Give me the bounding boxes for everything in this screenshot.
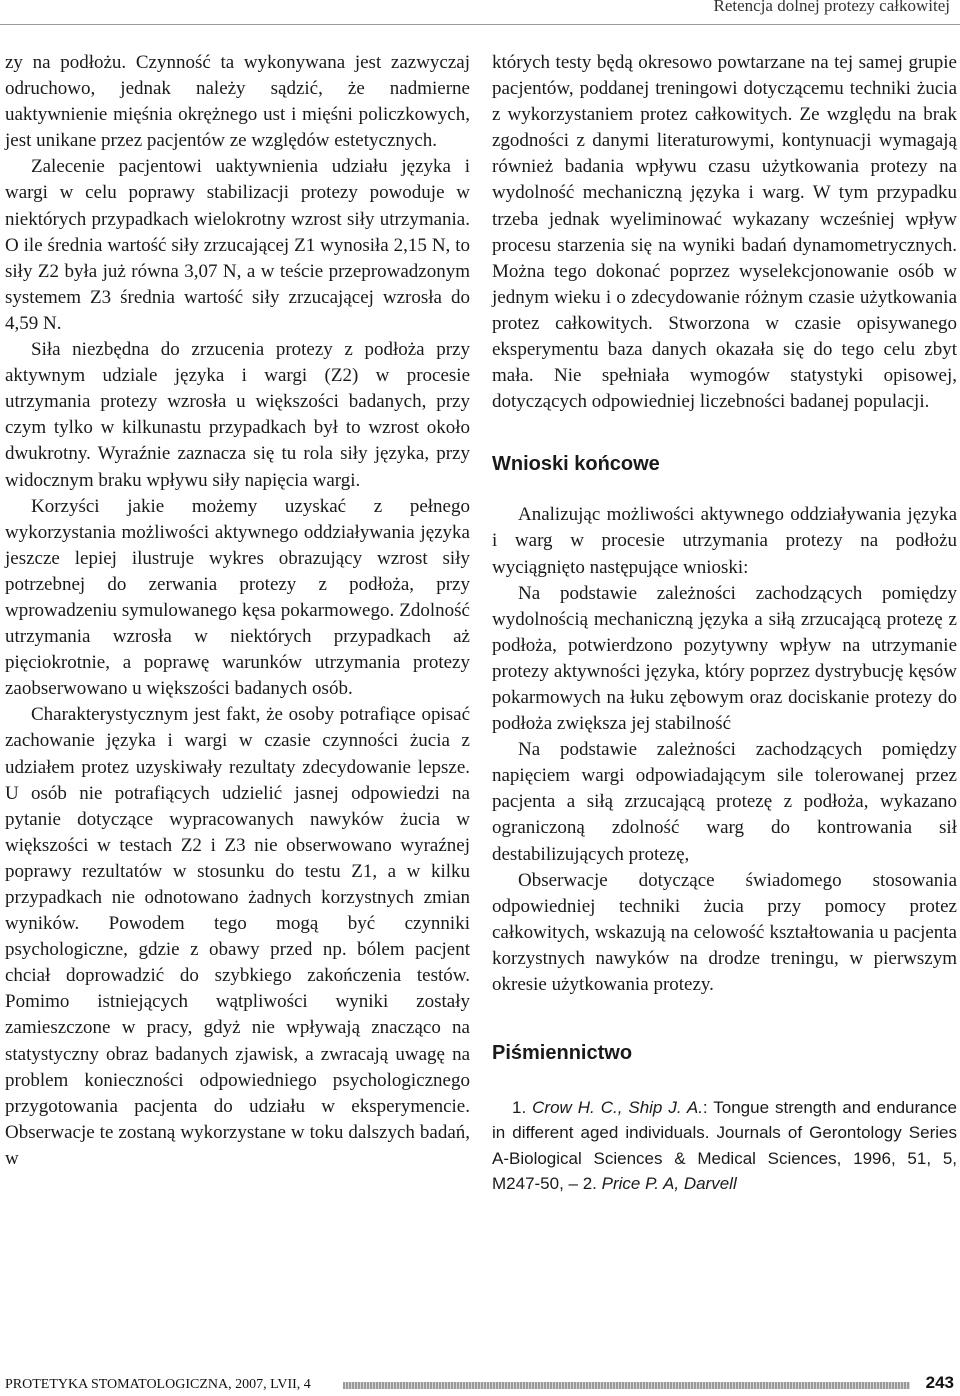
reference-authors: Crow H. C., Ship J. A. [532,1098,703,1118]
left-column [5,50,470,1172]
conclusion-paragraph: Obserwacje dotyczące świadomego stosowania odpowiedniej techniki żucia przy pomocy protez całkowitych, wskazują na celowość kształtowania u pacjenta korzystnych nawyków na drodze treningu, w pierwszym okresie użytkowania protezy. [492,869,957,995]
body-paragraph: Siła niezbędna do zrzucenia protezy z podłoża przy aktywnym udziale języka i wargi (Z2) w procesie utrzymania protezy wzrosła u większości badanych, przy czym tylko w kilkunastu przypadkach był to wzrost około dwukrotny. Wyraźnie zaznacza się tu rola siły języka, przy widocznym braku wpływu siły napięcia wargi. [5,339,470,491]
right-column [492,50,957,1196]
body-paragraph: zy na podłożu. Czynność ta wykonywana jest zazwyczaj odruchowo, jednak należy sądzić, że nadmierne uaktywnienie mięśnia okrężnego ust i mięśni policzkowych, jest unikane przez pacjentów ze względów estetycznych. [5,52,470,152]
body-paragraph: Charakterystycznym jest fakt, że osoby potrafiące opisać zachowanie języka i wargi w czasie czynności żucia z udziałem protez uzyskiwały rezultaty zdecydowanie lepsze. U osób nie potrafiących udzielić jasnej odpowiedzi na pytanie dotyczące wypracowanych nawyków żucia w większości w testach Z2 i Z3 nie obserwowano wyraźnej poprawy rezultatów w stosunku do testu Z1, a w kilku przypadkach nie odnotowano żadnych korzystnych zmian wyników. Powodem tego mogą być czynniki psychologiczne, gdzie z obawy przed np. bólem pacjent chciał doprowadzić do szybkiego zakończenia testów. Pomimo istniejących wątpliwości wyniki zostały zamieszczone w pracy, gdyż nie wpływają znacząco na statystyczny obraz badanych zjawisk, a zwracają uwagę na problem konieczności odpowiedniego psychologicznego przygotowania pacjenta do udziału w eksperymencie. Obserwacje te zostaną wykorzystane w toku dalszych badań, w [5,704,470,1169]
body-paragraph: Korzyści jakie możemy uzyskać z pełnego wykorzystania możliwości aktywnego oddziaływania języka jeszcze lepiej ilustruje wykres obrazujący wzrost siły potrzebnej do zerwania protezy z podłoża, przy wprowadzeniu symulowanego kęsa pokarmowego. Zdolność utrzymania wzrosła w niektórych przypadkach aż pięciokrotnie, a poprawę warunków utrzymania protezy zaobserwowano u większości badanych osób. [5,495,470,700]
reference-number: 1. [512,1098,527,1118]
references-list [492,1095,957,1196]
page-footer [0,1372,960,1394]
conclusion-paragraph: Analizując możliwości aktywnego oddziaływania języka i warg w procesie utrzymania protezy na podłożu wyciągnięto następujące wnioski: [492,504,957,578]
reference-text: : Tongue strength and endurance in different aged individuals. Journals of Gerontology Series A-Biological Sciences & Medical Sciences, 1996, 51, 5, M247-50, – 2. [492,1098,958,1193]
reference-authors: Price P. A, Darvell [601,1173,737,1193]
running-head: Retencja dolnej protezy całkowitej [713,0,950,15]
references-heading: Piśmiennictwo [492,1042,633,1065]
reference-item [492,1095,957,1196]
body-paragraph: których testy będą okresowo powtarzane na tej samej grupie pacjentów, poddanej treningowi dotyczącemu techniki żucia z wykorzystaniem protez całkowitych. Ze względu na brak zgodności z danymi literaturowymi, kontynuacji wymagają również badania wpływu czasu użytkowania protezy na wydolność mechaniczną języka i warg. W tym przypadku trzeba jednak wyeliminować wykazany wcześniej wpływ procesu starzenia się na wyniki badań dynamometrycznych. Można tego dokonać poprzez wyselekcjonowanie osób w jednym wieku i o zdecydowanie różnym czasie użytkowania protez całkowitych. Stworzona w czasie opisywanego eksperymentu baza danych okazała się do tego celu zbyt mała. Nie spełniała wymogów statystyki opisowej, dotyczących odpowiedniej liczebności badanej populacji. [492,52,957,413]
journal-name: PROTETYKA STOMATOLOGICZNA, 2007, LVII, 4 [5,1377,311,1392]
header-rule [0,24,960,25]
conclusion-paragraph: Na podstawie zależności zachodzących pomiędzy wydolnością mechaniczną języka a siłą zrzucającą protezę z podłoża, potwierdzono pozytywny wpływ na utrzymanie protezy aktywności języka, który poprzez dystrybucję kęsów pokarmowych na łuku zębowym oraz dociskanie protezy do podłoża zwiększa jej stabilność [492,582,957,735]
body-paragraph: Zalecenie pacjentowi uaktywnienia udziału języka i wargi w celu poprawy stabilizacji protezy powoduje w niektórych przypadkach wielokrotny wzrost siły utrzymania. O ile średnia wartość siły zrzucającej Z1 wynosiła 2,15 N, to siły Z2 była już równa 3,07 N, a w teście przeprowadzonym systemem Z3 średnia wartość siły zrzucającej wzrosła do 4,59 N. [5,156,470,334]
page-number: 243 [925,1373,954,1392]
footer-decorative-bar [343,1382,910,1389]
conclusion-paragraph: Na podstawie zależności zachodzących pomiędzy napięciem wargi odpowiadającym sile tolerowanej przez pacjenta a siłą zrzucającą protezę z podłoża, wykazano ograniczoną zdolność warg do kontrowania sił destabilizujących protezę, [492,739,957,865]
conclusions-heading: Wnioski końcowe [492,453,660,476]
